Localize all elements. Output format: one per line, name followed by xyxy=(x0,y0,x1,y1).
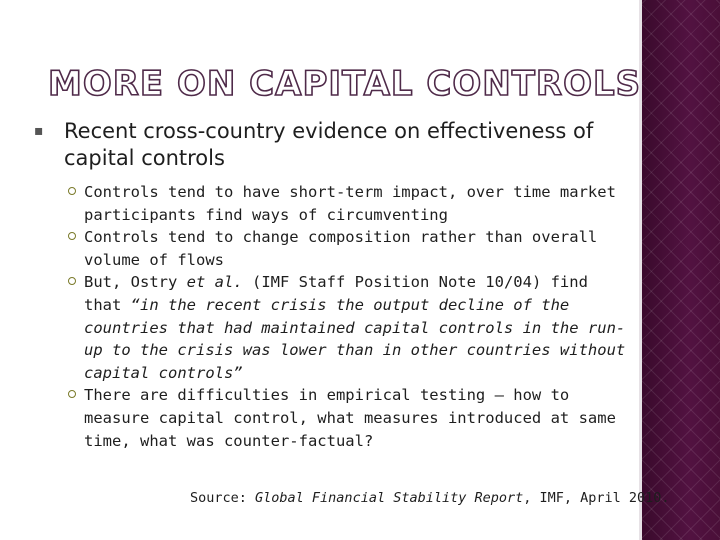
bullet-marker-icon: ▪ xyxy=(34,123,44,139)
sub-bullet-list xyxy=(70,181,630,452)
circle-bullet-icon xyxy=(68,390,76,398)
sub-bullet-item xyxy=(70,181,630,226)
source-suffix: , IMF, April 2010. xyxy=(523,490,670,506)
source-title: Global Financial Stability Report xyxy=(255,490,524,506)
sub-bullet-prefix: But, Ostry xyxy=(84,273,187,292)
quote-text: “in the recent crisis the output decline of the countries that had maintained capital controls in the run-up to the crisis was lower than in other countries without capital controls” xyxy=(84,295,626,382)
circle-bullet-icon xyxy=(68,277,76,285)
slide-title: MORE ON CAPITAL CONTROLS xyxy=(48,64,642,104)
circle-bullet-icon xyxy=(68,187,76,195)
sub-bullet-item xyxy=(70,384,630,452)
sub-bullet-item xyxy=(70,226,630,271)
sub-bullet-text: There are difficulties in empirical testing – how to measure capital control, what measures introduced at same time, what was counter-factual? xyxy=(84,386,616,450)
sub-bullet-middle: (IMF Staff Position Note 10/04) find that xyxy=(84,273,588,314)
et-al-text: et al. xyxy=(186,273,243,292)
sub-bullet-text: Controls tend to change composition rather than overall volume of flows xyxy=(84,228,598,269)
decorative-side-panel xyxy=(642,0,720,540)
circle-bullet-icon xyxy=(68,232,76,240)
sub-bullet-text: Controls tend to have short-term impact, over time market participants find ways of circumventing xyxy=(84,183,616,224)
source-citation xyxy=(190,490,670,506)
source-prefix: Source: xyxy=(190,490,256,506)
sub-bullet-item xyxy=(70,271,630,384)
main-bullet-text: Recent cross-country evidence on effectiveness of capital controls xyxy=(64,119,594,170)
